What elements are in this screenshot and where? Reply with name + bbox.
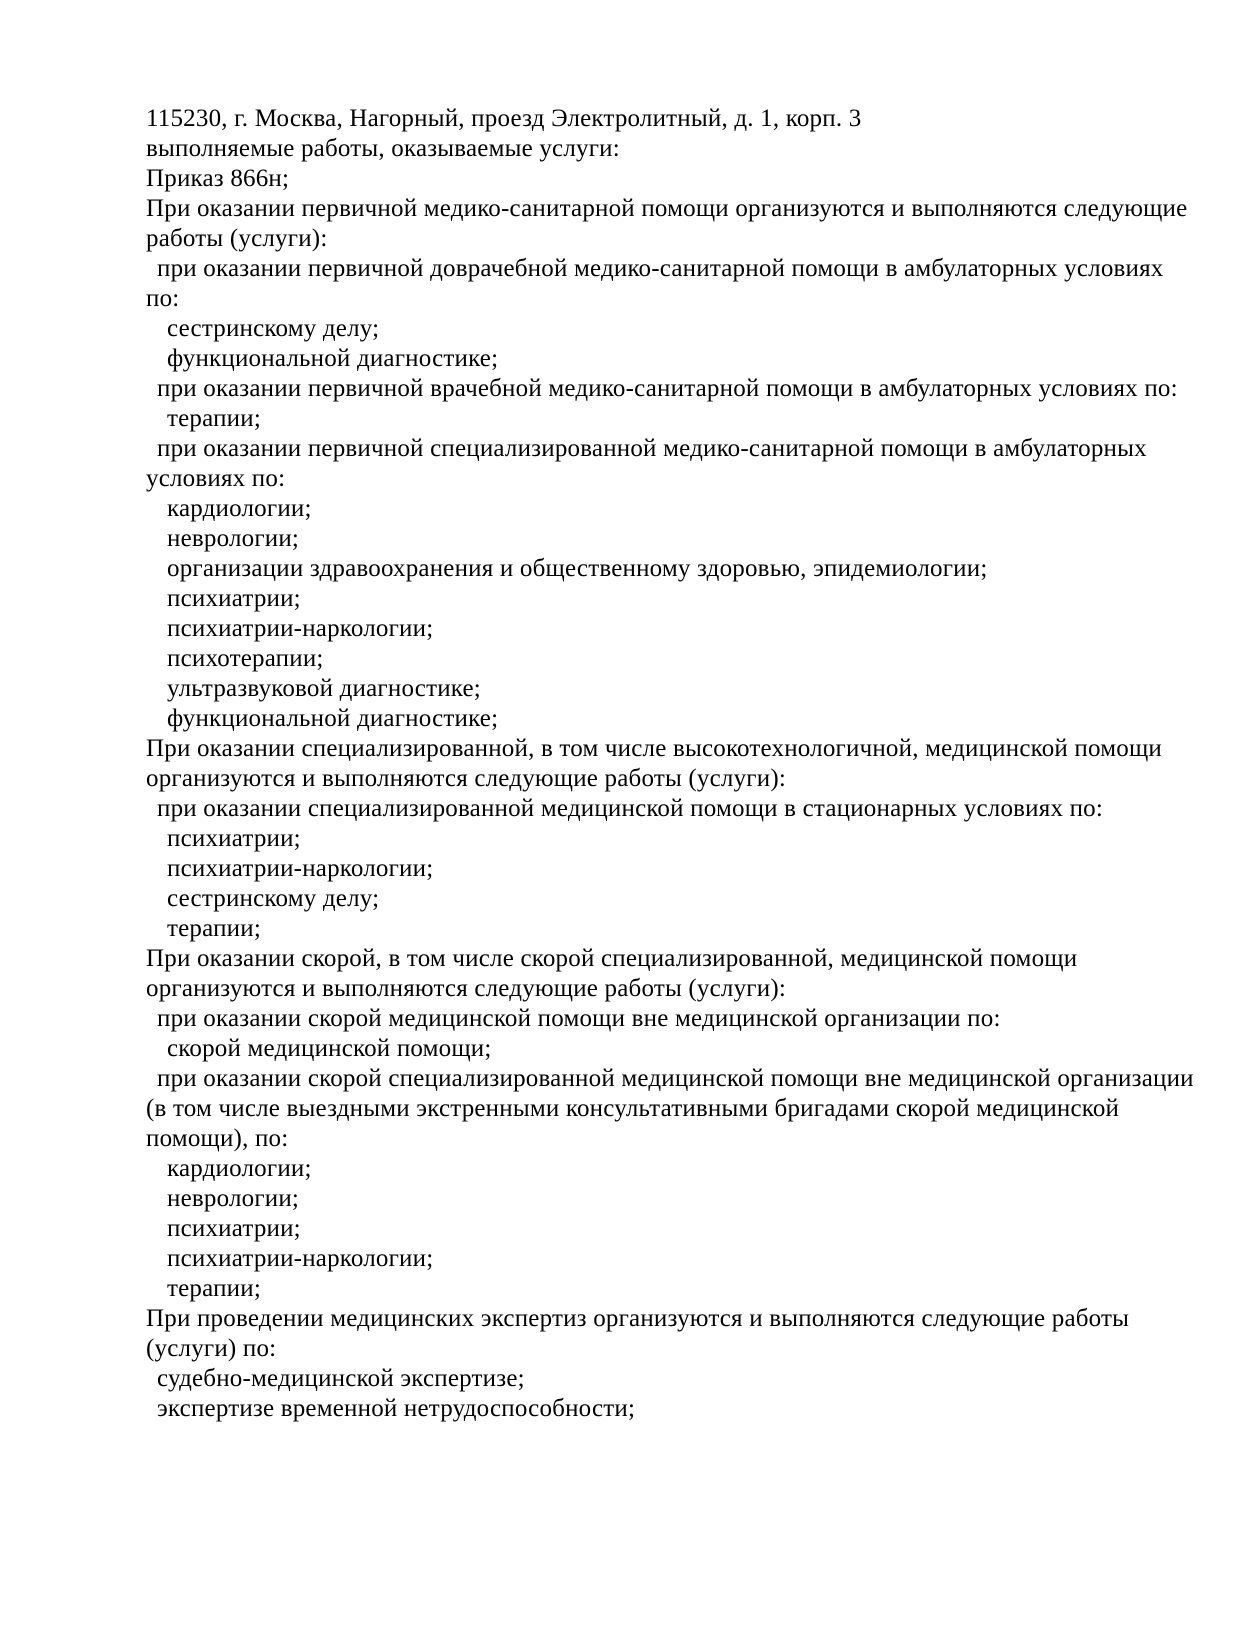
text-line: психиатрии;	[167, 1215, 301, 1242]
text-line: неврологии;	[167, 1185, 300, 1212]
text-line: при оказании скорой специализированной медицинской помощи вне медицинской организации	[157, 1065, 1194, 1092]
text-line: ультразвуковой диагностике;	[167, 675, 481, 702]
text-line: скорой медицинской помощи;	[167, 1035, 492, 1062]
text-line: психотерапии;	[167, 645, 324, 672]
text-line: (услуги) по:	[146, 1335, 277, 1362]
text-line: кардиологии;	[167, 495, 312, 522]
text-line: психиатрии-наркологии;	[167, 855, 434, 882]
text-line: терапии;	[167, 915, 261, 942]
text-line: психиатрии;	[167, 585, 301, 612]
text-line: При оказании скорой, в том числе скорой специализированной, медицинской помощи	[146, 945, 1078, 972]
text-line: организации здравоохранения и общественному здоровью, эпидемиологии;	[167, 555, 988, 582]
text-line: неврологии;	[167, 525, 300, 552]
text-line: при оказании скорой медицинской помощи вне медицинской организации по:	[157, 1005, 1001, 1032]
text-line: организуются и выполняются следующие работы (услуги):	[146, 975, 787, 1002]
text-line: При оказании первичной медико-санитарной помощи организуются и выполняются следующие	[146, 195, 1188, 222]
text-line: судебно-медицинской экспертизе;	[157, 1365, 525, 1392]
text-line: 115230, г. Москва, Нагорный, проезд Электролитный, д. 1, корп. 3	[146, 105, 862, 132]
text-line: функциональной диагностике;	[167, 705, 499, 732]
text-line: выполняемые работы, оказываемые услуги:	[146, 135, 620, 162]
text-line: При проведении медицинских экспертиз организуются и выполняются следующие работы	[146, 1305, 1130, 1332]
text-line: психиатрии-наркологии;	[167, 1245, 434, 1272]
text-line: (в том числе выездными экстренными консультативными бригадами скорой медицинской	[146, 1095, 1120, 1122]
text-line: При оказании специализированной, в том числе высокотехнологичной, медицинской помощи	[146, 735, 1162, 762]
text-line: при оказании специализированной медицинской помощи в стационарных условиях по:	[157, 795, 1104, 822]
text-line: сестринскому делу;	[167, 885, 380, 912]
text-line: психиатрии-наркологии;	[167, 615, 434, 642]
text-line: по:	[146, 285, 180, 312]
text-line: при оказании первичной специализированной медико-санитарной помощи в амбулаторных	[157, 435, 1147, 462]
text-line: сестринскому делу;	[167, 315, 380, 342]
document-text	[146, 104, 1194, 1424]
text-line: при оказании первичной доврачебной медико-санитарной помощи в амбулаторных условиях	[157, 255, 1164, 282]
text-line: экспертизе временной нетрудоспособности;	[157, 1395, 636, 1422]
text-line: психиатрии;	[167, 825, 301, 852]
text-line: терапии;	[167, 405, 261, 432]
text-line: организуются и выполняются следующие работы (услуги):	[146, 765, 787, 792]
text-line: помощи), по:	[146, 1125, 289, 1152]
text-line: кардиологии;	[167, 1155, 312, 1182]
text-line: терапии;	[167, 1275, 261, 1302]
text-line: при оказании первичной врачебной медико-санитарной помощи в амбулаторных условиях по:	[157, 375, 1178, 402]
text-line: условиях по:	[146, 465, 286, 492]
text-line: функциональной диагностике;	[167, 345, 499, 372]
text-line: Приказ 866н;	[146, 165, 290, 192]
text-line: работы (услуги):	[146, 225, 328, 252]
